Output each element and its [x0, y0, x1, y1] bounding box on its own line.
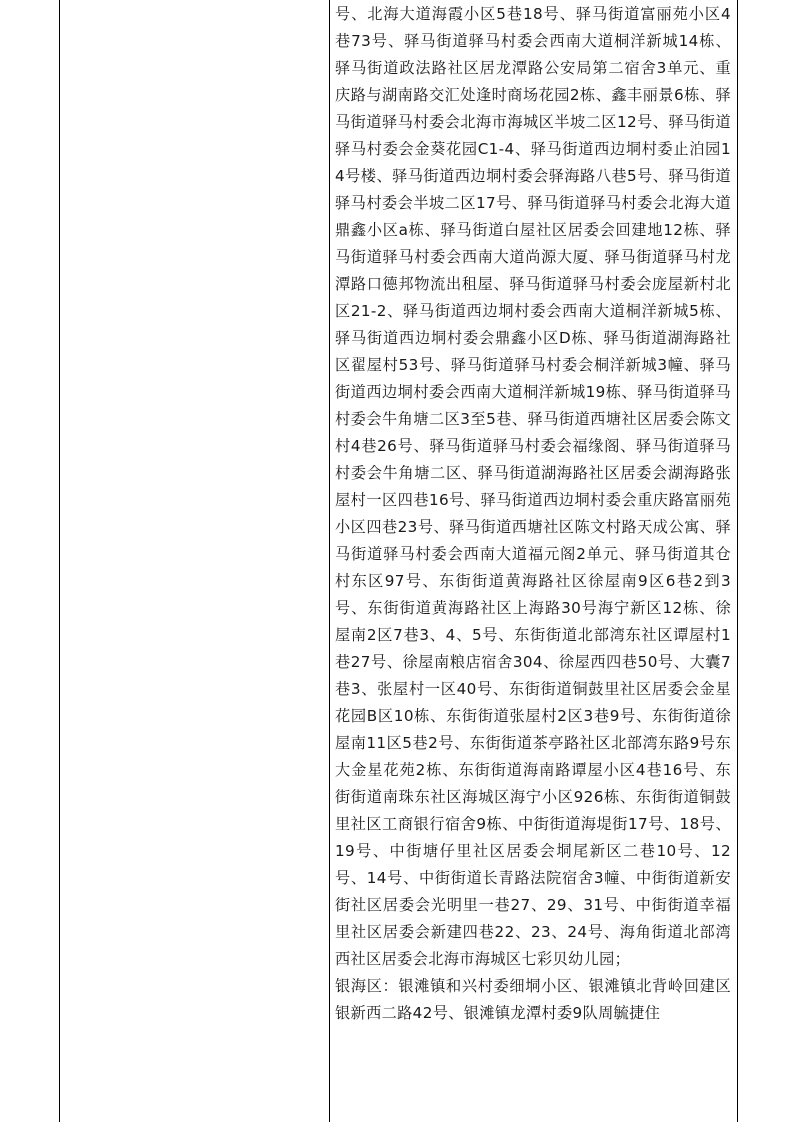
- table-column-divider: [329, 0, 330, 1122]
- address-paragraph-haicheng: 号、北海大道海霞小区5巷18号、驿马街道富丽苑小区4巷73号、驿马街道驿马村委会西南大道桐洋新城14栋、驿马街道政法路社区居龙潭路公安局第二宿舍3单元、重庆路与湖南路交汇处逢时商场花园2栋、鑫丰丽景6栋、驿马街道驿马村委会北海市海城区半坡二区12号、驿马街道驿马村委会金葵花园C1-4、驿马街道西边垌村委止泊园14号楼、驿马街道西边垌村委会驿海路八巷5号、驿马街道驿马村委会半坡二区17号、驿马街道驿马村委会北海大道鼎鑫小区a栋、驿马街道白屋社区居委会回建地12栋、驿马街道驿马村委会西南大道尚源大厦、驿马街道驿马村龙潭路口德邦物流出租屋、驿马街道驿马村委会庞屋新村北区21-2、驿马街道西边垌村委会西南大道桐洋新城5栋、驿马街道西边垌村委会鼎鑫小区D栋、驿马街道湖海路社区翟屋村53号、驿马街道驿马村委会桐洋新城3幢、驿马街道西边垌村委会西南大道桐洋新城19栋、驿马街道驿马村委会牛角塘二区3至5巷、驿马街道西塘社区居委会陈文村4巷26号、驿马街道驿马村委会福缘阁、驿马街道驿马村委会牛角塘二区、驿马街道湖海路社区居委会湖海路张屋村一区四巷16号、驿马街道西边垌村委会重庆路富丽苑小区四巷23号、驿马街道西塘社区陈文村路天成公寓、驿马街道驿马村委会西南大道福元阁2单元、驿马街道其仓村东区97号、东街街道黄海路社区徐屋南9区6巷2到3号、东街街道黄海路社区上海路30号海宁新区12栋、徐屋南2区7巷3、4、5号、东街街道北部湾东社区谭屋村1巷27号、徐屋南粮店宿舍304、徐屋西四巷50号、大囊7巷3、张屋村一区40号、东街街道铜鼓里社区居委会金星花园B区10栋、东街街道张屋村2区3巷9号、东街街道徐屋南11区5巷2号、东街街道茶亭路社区北部湾东路9号东大金星花苑2栋、东街街道海南路谭屋小区4巷16号、东街街道南珠东社区海城区海宁小区926栋、东街街道铜鼓里社区工商银行宿舍9栋、中街街道海堤街17号、18号、19号、中街塘仔里社区居委会垌尾新区二巷10号、12号、14号、中街街道长青路法院宿舍3幢、中街街道新安街社区居委会光明里一巷27、29、31号、中街街道幸福里社区居委会新建四巷22、23、24号、海角街道北部湾西社区居委会北海市海城区七彩贝幼儿园；: [335, 5, 731, 968]
- table-border-right: [737, 0, 738, 1122]
- table-cell-addresses: [335, 0, 731, 1122]
- table-border-left: [59, 0, 60, 1122]
- address-paragraph-yinhai: 银海区：银滩镇和兴村委细垌小区、银滩镇北背岭回建区银新西二路42号、银滩镇龙潭村委9队周毓捷住: [335, 977, 731, 1022]
